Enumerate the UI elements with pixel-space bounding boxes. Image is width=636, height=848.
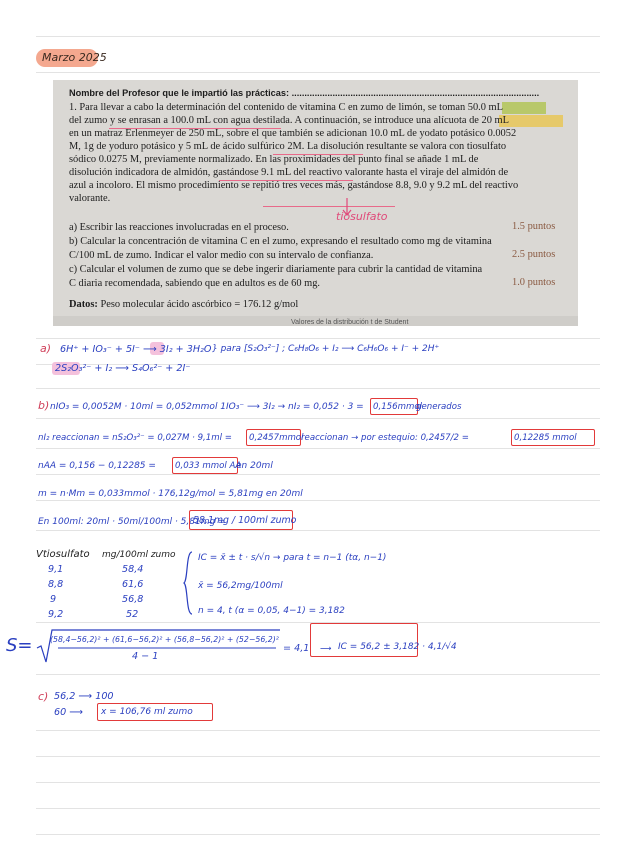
std-denominator: 4 − 1 [132, 651, 159, 662]
notebook-rule [36, 474, 600, 475]
t-value: n = 4, t (α = 0,05, 4−1) = 3,182 [198, 606, 345, 616]
problem-line: valorante. [69, 193, 111, 204]
notebook-rule [36, 834, 600, 835]
problem-photo [53, 80, 578, 326]
question-b-cont: C/100 mL de zumo. Indicar el valor medio con su intervalo de confianza. [69, 250, 374, 261]
brace-icon [182, 550, 196, 616]
proportion-line2: 60 ⟶ [54, 707, 84, 718]
notebook-rule [36, 756, 600, 757]
notebook-rule [36, 500, 600, 501]
arrow-text: ⟶ [320, 644, 332, 653]
result-ascorbic-moles: 0,033 mmol AA [175, 461, 242, 471]
question-c: c) Calcular el volumen de zumo que se debe ingerir diariamente para cubrir la cantidad de vitamina [69, 264, 483, 275]
calc-mass: m = n·Mm = 0,033mmol · 176,12g/mol = 5,81mg en 20ml [38, 489, 303, 499]
reaction-iodate: 6H⁺ + IO₃⁻ + 5I⁻ ⟶ 3I₂ + 3H₂O [60, 344, 212, 355]
table-header-volume: Vtiosulfato [36, 549, 90, 560]
data-text: Peso molecular ácido ascórbico = 176.12 g/mol [97, 299, 299, 310]
std-result: = 4,1 [283, 643, 310, 654]
mean-value: x̄ = 56,2mg/100ml [198, 581, 283, 591]
problem-line: sódico 0.0275 M, previamente normalizado. En las proximidades del punto final se añade 1 mL de [69, 154, 479, 165]
part-a-label: a) [40, 342, 52, 355]
problem-header: Nombre del Profesor que le impartió las prácticas: ................................................................................................. [69, 88, 540, 98]
std-label: S= [6, 635, 33, 656]
question-a: a) Escribir las reacciones involucradas en el proceso. [69, 222, 289, 233]
highlight-green [502, 102, 546, 114]
points-b: 2.5 puntos [512, 249, 556, 260]
part-c-label: c) [38, 690, 49, 703]
calc-reacted-iodine: nI₂ reaccionan = nS₂O₃²⁻ = 0,027M · 9,1ml = [38, 433, 232, 443]
problem-line: 1. Para llevar a cabo la determinación del contenido de vitamina C en zumo de limón, se toman 50.0 mL [69, 102, 503, 113]
calc-note: en 20ml [236, 461, 273, 471]
part-b-label: b) [38, 399, 50, 412]
table-cell: 9,2 [48, 609, 64, 620]
problem-line: disolución indicadora de almidón, gastándose 9.1 mL del reactivo valorante hasta el viraje del almidón de [69, 167, 509, 178]
notebook-rule [36, 36, 600, 37]
reaction-thiosulfate: 2S₂O₃²⁻ + I₂ ⟶ S₄O₆²⁻ + 2I⁻ [55, 363, 191, 374]
question-b: b) Calcular la concentración de vitamina C en el zumo, expresando el resultado como mg de vitamina [69, 236, 492, 247]
table-cell: 8,8 [48, 579, 64, 590]
points-c: 1.0 puntos [512, 277, 556, 288]
question-c-cont: C diaria recomendada, sabiendo que en adultos es de 60 mg. [69, 278, 321, 289]
table-cell: 61,6 [122, 579, 144, 590]
date-tab [36, 49, 107, 67]
points-a: 1.5 puntos [512, 221, 556, 232]
calc-per-100ml: En 100ml: 20ml · 50ml/100ml · 5,81mg = [38, 517, 226, 527]
result-iodine-reacted: 0,2457mmol [249, 433, 304, 443]
ic-final: IC = 56,2 ± 3,182 · 4,1/√4 [338, 642, 457, 652]
table-cell: 9 [50, 594, 57, 605]
notebook-rule [36, 72, 600, 73]
table-cell: 52 [126, 609, 139, 620]
notebook-rule [36, 808, 600, 809]
reaction-vitc: } para [S₂O₃²⁻] ; C₆H₈O₆ + I₂ ⟶ C₆H₆O₆ + I⁻ + 2H⁺ [212, 344, 440, 354]
notebook-rule [36, 448, 600, 449]
calc-note: generados [416, 402, 462, 412]
table-header-conc: mg/100ml zumo [102, 550, 176, 560]
photo-footer-text: Valores de la distribución t de Student [291, 319, 409, 326]
table-cell: 58,4 [122, 564, 144, 575]
table-cell: 9,1 [48, 564, 64, 575]
problem-line: del zumo y se enrasan a 100.0 mL con agua destilada. A continuación, se introduce una alícuota de 20 mL [69, 115, 509, 126]
table-cell: 56,8 [122, 594, 144, 605]
notebook-rule [36, 388, 600, 389]
result-iodine-generated: 0,156mmol [373, 402, 422, 412]
problem-line: M, 1g de yoduro potásico y 5 mL de ácido sulfúrico 2M. La disolución resultante se valora con tiosulfato [69, 141, 507, 152]
notebook-rule [36, 530, 600, 531]
result-concentration: 58,1mg / 100ml zumo [193, 515, 297, 526]
problem-line: azul a incoloro. El mismo procedimiento se repitió tres veces más, gastándose 8.8, 9.0 y 9.2 mL del reactivo [69, 180, 519, 191]
result-volume: x = 106,76 ml zumo [101, 707, 193, 717]
std-numerator: (58,4−56,2)² + (61,6−56,2)² + (56,8−56,2)² + (52−56,2)² [50, 635, 279, 644]
problem-line: en un matraz Erlenmeyer de 250 mL, sobre el que también se adicionan 10.0 mL de yodato potásico 0.0052 [69, 128, 517, 139]
result-mmol: 0,12285 mmol [514, 433, 577, 443]
calc-iodate: nIO₃ = 0,0052M · 10ml = 0,052mmol 1IO₃⁻ ⟶ 3I₂ → nI₂ = 0,052 · 3 = [50, 402, 364, 412]
notebook-rule [36, 674, 600, 675]
data-label: Datos: [69, 299, 98, 310]
calc-stoichiometry: reaccionan → por estequio: 0,2457/2 = [301, 433, 469, 443]
annotation-tiosulfato: tiosulfato [336, 210, 388, 223]
notebook-rule [36, 782, 600, 783]
ic-formula: IC = x̄ ± t · s/√n → para t = n−1 (tα, n−1) [198, 553, 387, 563]
notebook-rule [36, 338, 600, 339]
notebook-rule [36, 730, 600, 731]
proportion-line1: 56,2 ⟶ 100 [54, 691, 114, 702]
notebook-rule [36, 418, 600, 419]
date-label: Marzo 2025 [42, 51, 107, 64]
calc-ascorbic-moles: nAA = 0,156 − 0,12285 = [38, 461, 156, 471]
